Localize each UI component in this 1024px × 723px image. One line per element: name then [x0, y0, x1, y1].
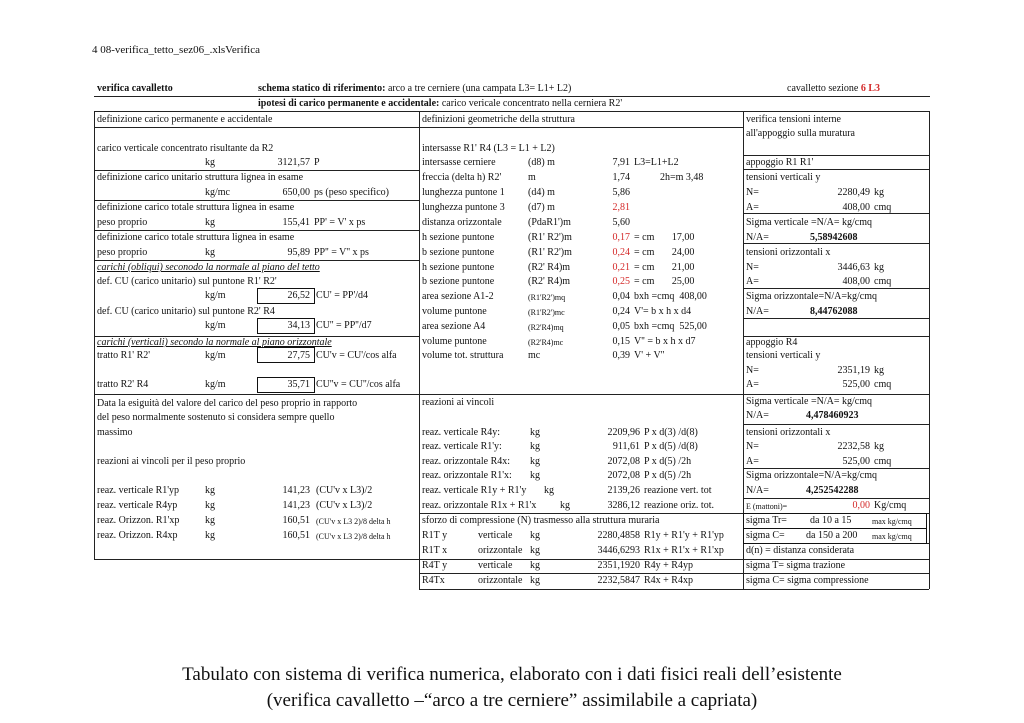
left-title: definizione carico permanente e accidentale	[97, 114, 273, 125]
left-reaz-title: reazioni ai vincoli per il peso proprio	[97, 456, 246, 467]
reaz-value: 3286,12	[607, 500, 640, 511]
geo-formula: V'' = b x h x d7	[634, 336, 696, 347]
reaz-unit: kg	[530, 470, 540, 481]
left-row-text: carico verticale concentrato risultante da R2	[97, 143, 274, 154]
left-unit: kg/m	[205, 379, 226, 390]
table-top-border	[94, 96, 930, 97]
geo-label: h sezione puntone	[422, 232, 495, 243]
reaz-formula: P x d(5) /2h	[644, 470, 692, 481]
reaz-label: reaz. verticale R4yp	[97, 500, 178, 511]
reaz-label: reaz. verticale R1'y:	[422, 441, 502, 452]
a-value: 408,00	[842, 202, 870, 213]
left-unit: kg	[205, 157, 215, 168]
geo-formula: bxh =cmq 408,00	[634, 291, 707, 302]
sigma-tr-value: da 10 a 15	[810, 515, 852, 526]
left-divider	[94, 230, 419, 231]
geo-value: 5,86	[612, 187, 630, 198]
sigma-c-label: sigma C=	[746, 530, 785, 541]
sheet-title: verifica cavalletto	[97, 83, 173, 94]
n-label: N=	[746, 441, 759, 452]
left-label: tratto R1' R2'	[97, 350, 151, 361]
reaz-unit: kg	[530, 456, 540, 467]
geo-symbol: (R1' R2')m	[528, 247, 572, 258]
geo-symbol: (R1'R2')mc	[528, 308, 565, 317]
right-subtitle: all'appoggio sulla muratura	[746, 128, 855, 139]
e-label: E (mattoni)=	[746, 502, 788, 511]
left-formula: CU'v = CU'/cos alfa	[316, 350, 397, 361]
mid-divider	[419, 127, 743, 128]
geo-formula: V' + V''	[634, 350, 665, 361]
left-row-text: def. CU (carico unitario) sul puntone R2' R4	[97, 306, 275, 317]
reaz-formula: P x d(5) /2h	[644, 456, 692, 467]
tensioni-orizzontali: tensioni orizzontali x	[746, 247, 831, 258]
a-label: A=	[746, 456, 759, 467]
left-formula: ps (peso specifico)	[314, 187, 389, 198]
page-header: 4 08-verifica_tetto_sez06_.xlsVerifica	[92, 44, 260, 56]
geo-symbol: (R1'R2')mq	[528, 293, 566, 302]
geo-value: 2,81	[612, 202, 630, 213]
a-label: A=	[746, 276, 759, 287]
section-label	[787, 83, 880, 94]
right-divider	[743, 318, 929, 319]
geo-symbol: (PdaR1')m	[528, 217, 571, 228]
caption-line-1: Tabulato con sistema di verifica numerica, elaborato con i dati fisici reali dell’esistente	[182, 664, 842, 685]
geo-value: 0,05	[612, 321, 630, 332]
sforzo-formula: R4x + R4xp	[644, 575, 693, 586]
section-code: L3	[868, 83, 881, 94]
left-formula: CU''v = CU''/cos alfa	[316, 379, 401, 390]
geo-value: 0,21	[612, 262, 630, 273]
n-unit: kg	[874, 441, 884, 452]
sforzo-value: 2280,4858	[597, 530, 640, 541]
left-label: peso proprio	[97, 217, 148, 228]
note-line: Data la esiguità del valore del carico del peso proprio in rapporto	[97, 398, 358, 409]
reaz-label: reaz. Orizzon. R4xp	[97, 530, 178, 541]
na-value: 4,478460923	[806, 410, 859, 421]
col-divider-1	[419, 111, 420, 559]
sigma-tr-label: sigma Tr=	[746, 515, 787, 526]
reaz-value: 141,23	[282, 485, 310, 496]
sforzo-formula: R1x + R1'x + R1'xp	[644, 545, 724, 556]
reaz-unit: kg	[205, 515, 215, 526]
right-divider	[743, 394, 929, 395]
left-unit: kg/mc	[205, 187, 230, 198]
sforzo-value: 3446,6293	[597, 545, 640, 556]
left-section-heading: carichi (verticali) secondo la normale al piano orizzontale	[97, 337, 332, 348]
legend-sigma-c: sigma C= sigma compressione	[746, 575, 869, 586]
sigma-orizzontale: Sigma orizzontale=N/A=kg/cmq	[746, 470, 877, 481]
reaz-formula: reazione vert. tot	[644, 485, 712, 496]
geo-value: 0,24	[612, 306, 630, 317]
geo-value: 0,17	[612, 232, 630, 243]
sforzo-direction: verticale	[478, 530, 513, 541]
geo-symbol: (R2' R4)m	[528, 276, 571, 287]
na-label: N/A=	[746, 232, 769, 243]
geo-formula: bxh =cmq 525,00	[634, 321, 707, 332]
col-divider-ext	[743, 559, 744, 589]
sigma-c-unit: max kg/cmq	[872, 532, 912, 541]
a-label: A=	[746, 379, 759, 390]
geo-label: h sezione puntone	[422, 262, 495, 273]
left-unit: kg/m	[205, 290, 226, 301]
sigma-verticale: Sigma verticale =N/A= kg/cmq	[746, 396, 872, 407]
reaz-label: reaz. verticale R1y + R1'y	[422, 485, 527, 496]
ipotesi-line	[258, 98, 622, 109]
n-value: 2232,58	[837, 441, 870, 452]
caption-line-2: (verifica cavalletto –“arco a tre cerniere” assimilabile a capriata)	[266, 690, 758, 711]
geo-formula: = cm 21,00	[634, 262, 695, 273]
n-value: 2280,49	[837, 187, 870, 198]
left-value: 26,52	[287, 290, 310, 301]
left-divider	[94, 260, 419, 261]
reaz-formula: (CU'v x L3)/2	[316, 485, 373, 496]
geo-label: freccia (delta h) R2'	[422, 172, 502, 183]
n-label: N=	[746, 365, 759, 376]
reaz-unit: kg	[205, 485, 215, 496]
section-number: 6	[860, 83, 866, 94]
geo-value: 0,24	[612, 247, 630, 258]
geo-symbol: (R2'R4)mq	[528, 323, 564, 332]
n-label: N=	[746, 262, 759, 273]
reaz-unit: kg	[205, 530, 215, 541]
left-unit: kg/m	[205, 350, 226, 361]
sforzo-label: R4T y	[422, 560, 448, 571]
reaz-label: reaz. orizzontale R1x + R1'x	[422, 500, 537, 511]
reaz-value: 160,51	[282, 515, 310, 526]
left-unit: kg	[205, 217, 215, 228]
sforzo-direction: verticale	[478, 560, 513, 571]
n-unit: kg	[874, 365, 884, 376]
left-value: 155,41	[282, 217, 310, 228]
reaz-value: 2139,26	[607, 485, 640, 496]
left-formula: PP' = V' x ps	[314, 217, 366, 228]
geo-symbol: (R2' R4)m	[528, 262, 571, 273]
a-unit: cmq	[874, 379, 892, 390]
ipotesi-label: ipotesi di carico permanente e accidentale:	[258, 98, 440, 109]
na-value: 8,44762088	[810, 306, 858, 317]
left-unit: kg	[205, 247, 215, 258]
left-row-text: definizione carico unitario struttura lignea in esame	[97, 172, 304, 183]
sforzo-unit: kg	[530, 545, 540, 556]
reaz-formula: P x d(3) /d(8)	[644, 427, 698, 438]
left-divider	[94, 127, 419, 128]
geo-symbol: (d8) m	[528, 157, 555, 168]
geo-label: volume puntone	[422, 336, 487, 347]
left-value: 34,13	[287, 320, 310, 331]
geo-label: lunghezza puntone 1	[422, 187, 505, 198]
reaz-formula: (CU'v x L3)/2	[316, 500, 373, 511]
appoggio-r4-title: appoggio R4	[746, 337, 798, 348]
geo-formula: 2h=m 3,48	[660, 172, 704, 183]
na-value: 4,252542288	[806, 485, 859, 496]
note-line: del peso normalmente sostenuto si considera sempre quello	[97, 412, 335, 423]
row-divider-ext	[419, 589, 929, 590]
sforzo-formula: R1y + R1'y + R1'yp	[644, 530, 724, 541]
mid-divider	[419, 394, 743, 395]
geo-symbol: m	[528, 172, 536, 183]
na-label: N/A=	[746, 485, 769, 496]
a-unit: cmq	[874, 276, 892, 287]
table-right-border	[929, 111, 930, 559]
sforzo-formula: R4y + R4yp	[644, 560, 693, 571]
geo-symbol: (R2'R4)mc	[528, 338, 564, 347]
right-divider	[743, 424, 929, 425]
reaz-formula: (CU'v x L3 2)/8 delta h	[316, 532, 391, 541]
left-row-text: definizione carico totale struttura lignea in esame	[97, 202, 295, 213]
sforzo-unit: kg	[530, 575, 540, 586]
row-divider-ext	[419, 573, 929, 574]
e-value: 0,00	[852, 500, 870, 511]
left-value: 27,75	[287, 350, 310, 361]
right-divider	[743, 468, 929, 469]
reaz-unit: kg	[560, 500, 570, 511]
left-row-text: def. CU (carico unitario) sul puntone R1' R2'	[97, 276, 277, 287]
sforzo-direction: orizzontale	[478, 545, 523, 556]
reaz-value: 160,51	[282, 530, 310, 541]
geo-value: 1,74	[612, 172, 630, 183]
sigma-tr-unit: max kg/cmq	[872, 517, 912, 526]
sforzo-value: 2351,1920	[597, 560, 640, 571]
right-divider	[743, 243, 929, 244]
legend-sigma-t: sigma T= sigma trazione	[746, 560, 846, 571]
geo-label: lunghezza puntone 3	[422, 202, 505, 213]
geo-symbol: mc	[528, 350, 541, 361]
reaz-label: reaz. verticale R1'yp	[97, 485, 180, 496]
left-formula: CU' = PP'/d4	[316, 290, 369, 301]
section-text: cavalletto sezione	[787, 83, 859, 94]
geo-label: intersasse cerniere	[422, 157, 496, 168]
left-formula: CU'' = PP''/d7	[316, 320, 372, 331]
left-label: tratto R2' R4	[97, 379, 149, 390]
sigma-verticale: Sigma verticale =N/A= kg/cmq	[746, 217, 872, 228]
mid-divider	[419, 513, 743, 514]
reaz-label: reaz. Orizzon. R1'xp	[97, 515, 180, 526]
sforzo-title: sforzo di compressione (N) trasmesso alla struttura muraria	[422, 515, 660, 526]
a-unit: cmq	[874, 456, 892, 467]
n-unit: kg	[874, 187, 884, 198]
left-formula: P	[314, 157, 320, 168]
geo-value: 5,60	[612, 217, 630, 228]
right-divider	[743, 498, 929, 499]
mid-reaz-title: reazioni ai vincoli	[422, 397, 495, 408]
right-title: verifica tensioni interne	[746, 114, 841, 125]
geo-formula: = cm 24,00	[634, 247, 695, 258]
sforzo-direction: orizzontale	[478, 575, 523, 586]
geo-value: 7,91	[612, 157, 630, 168]
right-divider	[743, 213, 929, 214]
reaz-value: 2209,96	[607, 427, 640, 438]
sforzo-value: 2232,5847	[597, 575, 640, 586]
reaz-label: reaz. verticale R4y:	[422, 427, 501, 438]
geo-value: 0,39	[612, 350, 630, 361]
n-value: 2351,19	[837, 365, 870, 376]
ipotesi-text: carico vericale concentrato nella cerniera R2'	[441, 98, 623, 109]
reaz-value: 141,23	[282, 500, 310, 511]
na-label: N/A=	[746, 410, 769, 421]
reaz-label: reaz. orizzontale R1'x:	[422, 470, 512, 481]
left-value: 650,00	[282, 187, 310, 198]
a-value: 525,00	[842, 456, 870, 467]
reaz-value: 911,61	[612, 441, 640, 452]
a-value: 408,00	[842, 276, 870, 287]
left-formula: PP'' = V'' x ps	[314, 247, 369, 258]
left-unit: kg/m	[205, 320, 226, 331]
sforzo-label: R4Tx	[422, 575, 445, 586]
geo-label: volume tot. struttura	[422, 350, 504, 361]
a-value: 525,00	[842, 379, 870, 390]
schema-label: schema statico di riferimento:	[258, 83, 386, 94]
mid-title: definizioni geometriche della struttura	[422, 114, 575, 125]
tensioni-verticali: tensioni verticali y	[746, 172, 821, 183]
reaz-formula: P x d(5) /d(8)	[644, 441, 698, 452]
left-label: peso proprio	[97, 247, 148, 258]
left-row-text: definizione carico totale struttura lignea in esame	[97, 232, 295, 243]
schema-line	[258, 83, 571, 94]
geo-label: b sezione puntone	[422, 276, 495, 287]
reaz-formula: (CU'v x L3 2)/8 delta h	[316, 517, 391, 526]
geo-symbol: (d4) m	[528, 187, 555, 198]
na-label: N/A=	[746, 306, 769, 317]
appoggio-r1-title: appoggio R1 R1'	[746, 157, 814, 168]
geo-formula: V'= b x h x d4	[634, 306, 692, 317]
na-value: 5,58942608	[810, 232, 858, 243]
table-header-border	[94, 111, 930, 112]
tensioni-verticali: tensioni verticali y	[746, 350, 821, 361]
left-divider	[94, 170, 419, 171]
sforzo-label: R1T y	[422, 530, 448, 541]
right-divider	[743, 169, 929, 170]
geo-value: 0,15	[612, 336, 630, 347]
left-value: 3121,57	[277, 157, 310, 168]
reaz-value: 2072,08	[607, 470, 640, 481]
reaz-unit: kg	[544, 485, 554, 496]
geo-symbol: (R1' R2')m	[528, 232, 572, 243]
a-unit: cmq	[874, 202, 892, 213]
sigma-c-value: da 150 a 200	[806, 530, 858, 541]
geo-label: volume puntone	[422, 306, 487, 317]
geo-value: 0,25	[612, 276, 630, 287]
sforzo-label: R1T x	[422, 545, 448, 556]
reaz-value: 2072,08	[607, 456, 640, 467]
geo-label: distanza orizzontale	[422, 217, 502, 228]
reaz-unit: kg	[530, 441, 540, 452]
e-unit: Kg/cmq	[874, 500, 907, 511]
reaz-unit: kg	[530, 427, 540, 438]
geo-label: area sezione A4	[422, 321, 486, 332]
col-divider-ext	[419, 559, 420, 589]
geo-formula: = cm 25,00	[634, 276, 695, 287]
right-divider	[743, 288, 929, 289]
n-label: N=	[746, 187, 759, 198]
tensioni-orizzontali: tensioni orizzontali x	[746, 427, 831, 438]
geo-label: b sezione puntone	[422, 247, 495, 258]
left-divider	[94, 394, 419, 395]
col-divider-2	[743, 111, 744, 559]
a-label: A=	[746, 202, 759, 213]
reaz-label: reaz. orizzontale R4x:	[422, 456, 511, 467]
left-section-heading: carichi (obliqui) seconodo la normale al piano del tetto	[97, 262, 320, 273]
legend-d: d(n) = distanza considerata	[746, 545, 855, 556]
geo-value: 0,04	[612, 291, 630, 302]
reaz-formula: reazione oriz. tot.	[644, 500, 714, 511]
geo-symbol: (d7) m	[528, 202, 555, 213]
schema-text: arco a tre cerniere (una campata L3= L1+ L2)	[387, 83, 572, 94]
left-value: 35,71	[287, 379, 310, 390]
sigma-orizzontale: Sigma orizzontale=N/A=kg/cmq	[746, 291, 877, 302]
left-value: 95,89	[287, 247, 310, 258]
n-value: 3446,63	[837, 262, 870, 273]
col-divider-ext	[929, 559, 930, 589]
sforzo-unit: kg	[530, 530, 540, 541]
geo-formula: = cm 17,00	[634, 232, 695, 243]
geo-formula: L3=L1+L2	[634, 157, 679, 168]
note-line: massimo	[97, 427, 133, 438]
sforzo-unit: kg	[530, 560, 540, 571]
n-unit: kg	[874, 262, 884, 273]
geo-label: area sezione A1-2	[422, 291, 494, 302]
mid-subtitle: intersasse R1' R4 (L3 = L1 + L2)	[422, 143, 555, 154]
right-divider	[743, 155, 929, 156]
left-divider	[94, 200, 419, 201]
table-left-border	[94, 111, 95, 559]
reaz-unit: kg	[205, 500, 215, 511]
